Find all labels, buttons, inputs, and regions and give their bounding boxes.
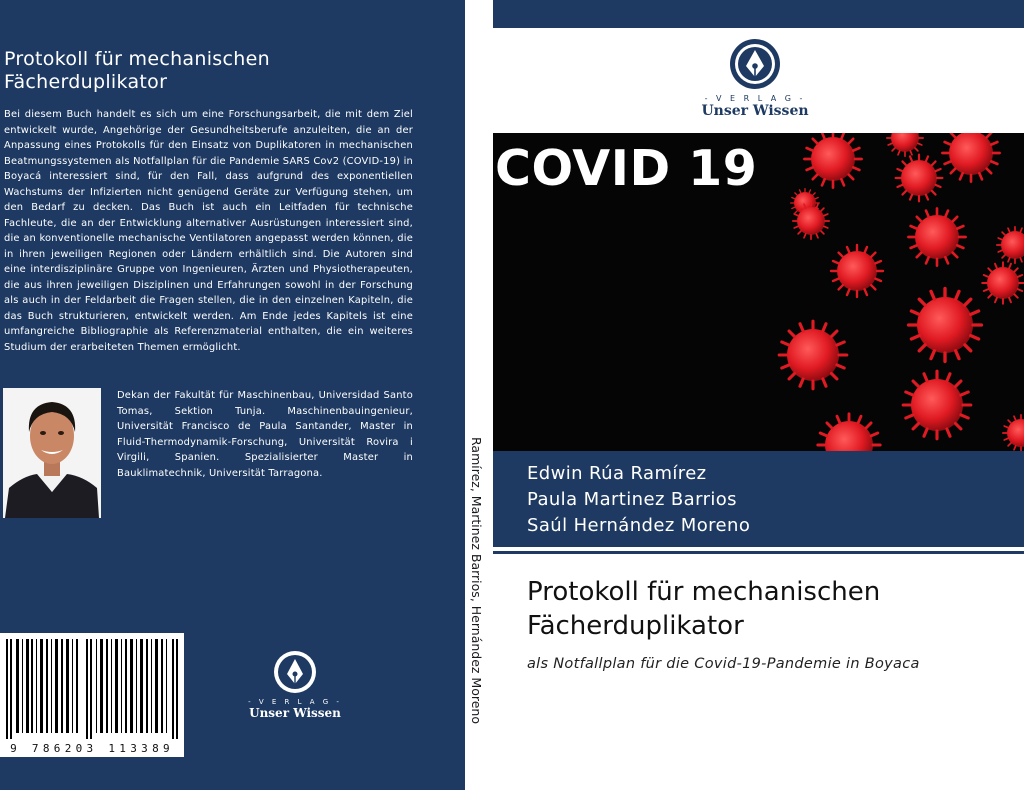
- front-cover-title: Protokoll für mechanischen Fächerduplikator: [527, 577, 881, 641]
- author-1: Edwin Rúa Ramírez: [527, 463, 707, 484]
- publisher-verlag-back: - V E R L A G -: [248, 698, 342, 706]
- publisher-logo-front: [690, 38, 820, 120]
- cover-heading: COVID 19: [495, 140, 758, 197]
- author-3: Saúl Hernández Moreno: [527, 515, 751, 536]
- author-bio: Dekan der Fakultät für Maschinenbau, Universidad Santo Tomas, Sektion Tunja. Maschinenbauingenieur, Universität Francisco de Paula Santander, Master in Fluid-Thermodynamik-Forschung, Universität Rovira i Virgili, Spanien. Spezialisierter Master in Bauklimatechnik, Universität Tarragona.: [117, 390, 413, 479]
- back-cover-blurb: Bei diesem Buch handelt es sich um eine Forschungsarbeit, die mit dem Ziel entwickelt wurde, Angehörige der Gesundheitsberufe anzuleiten, die an der Anpassung eines Protokolls für den Einsatz von Duplikatoren in mechanischen Beatmungssystemen als Notfallplan für die Pandemie SARS Cov2 (COVID-19) in Boyacá interessiert sind, für den Fall, dass aufgrund des exponentiellen Wachstums der Infizierten nicht genügend Geräte zur Verfügung stehen, um den Bedarf zu decken. Das Buch ist auch ein Leitfaden für technische Fachleute, die an der Entwicklung alternativer Ausrüstungen interessiert sind, die an konventionelle mechanische Ventilatoren angepasst werden können, die in ihren jeweiligen Regionen oder Ländern erhältlich sind. Die Autoren sind eine interdisziplinäre Gruppe von Ingenieuren, Ärzten und Physiotherapeuten, die aus ihren jeweiligen Disziplinen und Erfahrungen sowohl in der Forschung als auch in der Feldarbeit die Fragen stellen, die in den einzelnen Kapiteln, die das Buch strukturieren, entwickelt werden. Am Ende jedes Kapitels ist eine umfangreiche Bibliographie als Referenzmaterial enthalten, die ein weiteres Studium der erarbeiteten Themen ermöglicht.: [4, 109, 413, 353]
- author-photo: [3, 388, 101, 518]
- publisher-name-back: Unser Wissen: [249, 706, 341, 720]
- publisher-logo-icon: [729, 38, 781, 90]
- back-cover-title: Protokoll für mechanischen Fächerduplikator: [4, 48, 270, 93]
- front-top-bar: [493, 0, 1024, 28]
- publisher-verlag-front: - V E R L A G -: [704, 94, 806, 103]
- front-cover-subtitle: als Notfallplan für die Covid-19-Pandemie in Boyaca: [527, 656, 920, 672]
- publisher-logo-back: [245, 650, 345, 725]
- publisher-name-front: Unser Wissen: [701, 103, 809, 119]
- barcode-icon: [0, 633, 184, 743]
- back-cover: [0, 0, 465, 790]
- author-2: Paula Martinez Barrios: [527, 489, 737, 510]
- barcode: [0, 633, 184, 757]
- divider-line: [493, 551, 1024, 554]
- spine-authors: Ramírez, Martinez Barrios, Hernández Moreno: [469, 437, 484, 724]
- isbn-digits: 9 786203 113389: [10, 742, 174, 755]
- publisher-logo-icon: [273, 650, 317, 694]
